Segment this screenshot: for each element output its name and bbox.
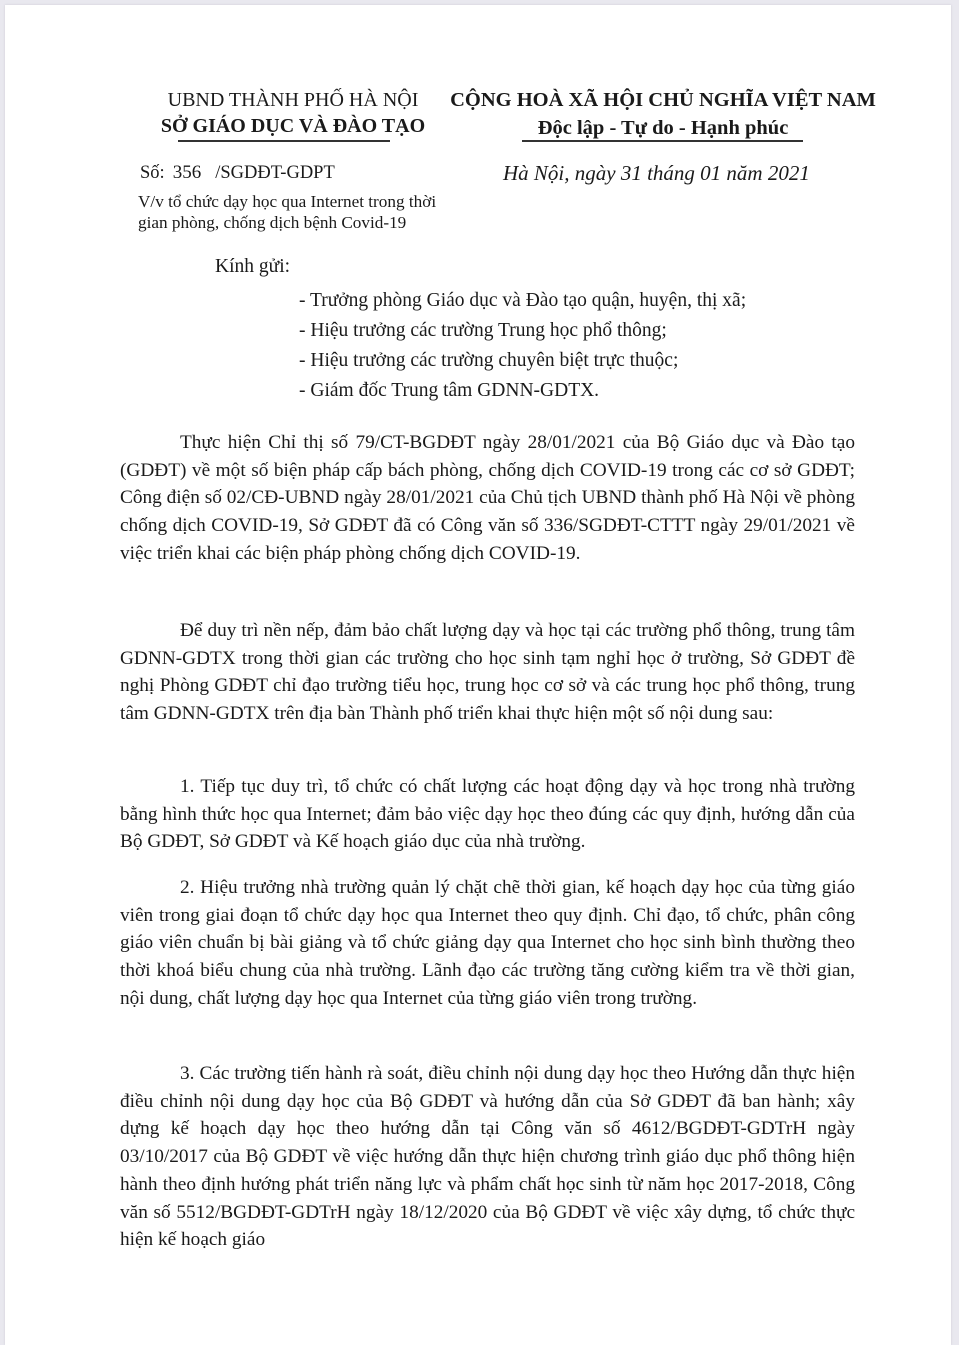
- document-date: Hà Nội, ngày 31 tháng 01 năm 2021: [503, 161, 810, 185]
- issuing-agency: UBND THÀNH PHỐ HÀ NỘI: [167, 89, 419, 111]
- paragraph-text: 1. Tiếp tục duy trì, tổ chức có chất lượng các hoạt động dạy và học trong nhà trường bằng hình thức học qua Internet; đảm bảo việc dạy học theo đúng các quy định, hướng dẫn của Bộ GDĐT, Sở GDĐT và Kế hoạch giáo dục của nhà trường.: [120, 776, 855, 853]
- subject-line: gian phòng, chống dịch bệnh Covid-19: [138, 213, 407, 232]
- paragraph-text: 3. Các trường tiến hành rà soát, điều chỉnh nội dung dạy học theo Hướng dẫn thực hiện điều chỉnh nội dung dạy học của Bộ GDĐT và hướng dẫn của Sở GDĐT đã ban hành; xây dựng kế hoạch dạy học theo hướng dẫn tại Công văn số 4612/BGDĐT-GDTrH ngày 03/10/2017 của Bộ GDĐT về việc hướng dẫn thực hiện chương trình giáo dục phổ thông hiện hành theo định hướng phát triển năng lực và phẩm chất học sinh từ năm học 2017-2018, Công văn số 5512/BGDĐT-GDTrH ngày 18/12/2020 của Bộ GDĐT về việc xây dựng, tổ chức thực hiện kế hoạch giáo: [120, 1063, 855, 1251]
- body-item-1: [120, 773, 855, 856]
- recipient-item: - Giám đốc Trung tâm GDNN-GDTX.: [299, 380, 600, 401]
- national-motto: Độc lập - Tự do - Hạnh phúc: [537, 117, 789, 139]
- document-number: [140, 162, 335, 184]
- recipient-item: - Hiệu trưởng các trường chuyên biệt trực thuộc;: [299, 350, 679, 371]
- recipient-list: [299, 286, 746, 406]
- document-number-suffix: /SGDĐT-GDPT: [215, 163, 335, 183]
- recipient-item: - Hiệu trưởng các trường Trung học phổ thông;: [299, 320, 667, 341]
- issuing-department: SỞ GIÁO DỤC VÀ ĐÀO TẠO: [160, 115, 426, 137]
- document-page: [5, 5, 951, 1345]
- motto-underline: [522, 140, 803, 142]
- body-item-2: [120, 874, 855, 1013]
- body-paragraph-intro: [120, 429, 855, 568]
- paragraph-text: Thực hiện Chỉ thị số 79/CT-BGDĐT ngày 28/01/2021 của Bộ Giáo dục và Đào tạo (GDĐT) về một số biện pháp cấp bách phòng, chống dịch COVID-19 trong các cơ sở GDĐT; Công điện số 02/CĐ-UBND ngày 28/01/2021 của Chủ tịch UBND thành phố Hà Nội về phòng chống dịch COVID-19, Sở GDĐT đã có Công văn số 336/SGDĐT-CTTT ngày 29/01/2021 về việc triển khai các biện pháp phòng chống dịch COVID-19.: [120, 432, 855, 564]
- document-subject: [138, 191, 498, 233]
- paragraph-text: Để duy trì nền nếp, đảm bảo chất lượng dạy và học tại các trường phổ thông, trung tâm GDNN-GDTX trong thời gian các trường cho học sinh tạm nghỉ học ở trường, Sở GDĐT đề nghị Phòng GDĐT chỉ đạo trường tiểu học, trung học cơ sở và các trung học phổ thông, trung tâm GDNN-GDTX trên địa bàn Thành phố triển khai thực hiện một số nội dung sau:: [120, 620, 855, 725]
- recipient-item: - Trưởng phòng Giáo dục và Đào tạo quận, huyện, thị xã;: [299, 290, 747, 311]
- paragraph-text: 2. Hiệu trưởng nhà trường quản lý chặt chẽ thời gian, kế hoạch dạy học của từng giáo viên trong giai đoạn tổ chức dạy học qua Internet theo quy định. Chỉ đạo, tổ chức, phân công giáo viên chuẩn bị bài giảng và tổ chức giảng dạy qua Internet cho học sinh bình thường theo thời khoá biểu chung của nhà trường. Lãnh đạo các trường tăng cường kiểm tra về thời gian, nội dung, chất lượng dạy học qua Internet của từng giáo viên trong trường.: [120, 877, 855, 1009]
- body-paragraph-request: [120, 617, 855, 728]
- subject-line: V/v tổ chức dạy học qua Internet trong thời: [138, 192, 437, 211]
- salutation-label: Kính gửi:: [215, 256, 291, 277]
- body-item-3: [120, 1060, 855, 1254]
- document-number-label: Số:: [140, 163, 165, 183]
- document-number-value: 356: [172, 162, 202, 183]
- national-title: CỘNG HOÀ XÃ HỘI CHỦ NGHĨA VIỆT NAM: [450, 89, 876, 111]
- department-underline: [178, 140, 390, 142]
